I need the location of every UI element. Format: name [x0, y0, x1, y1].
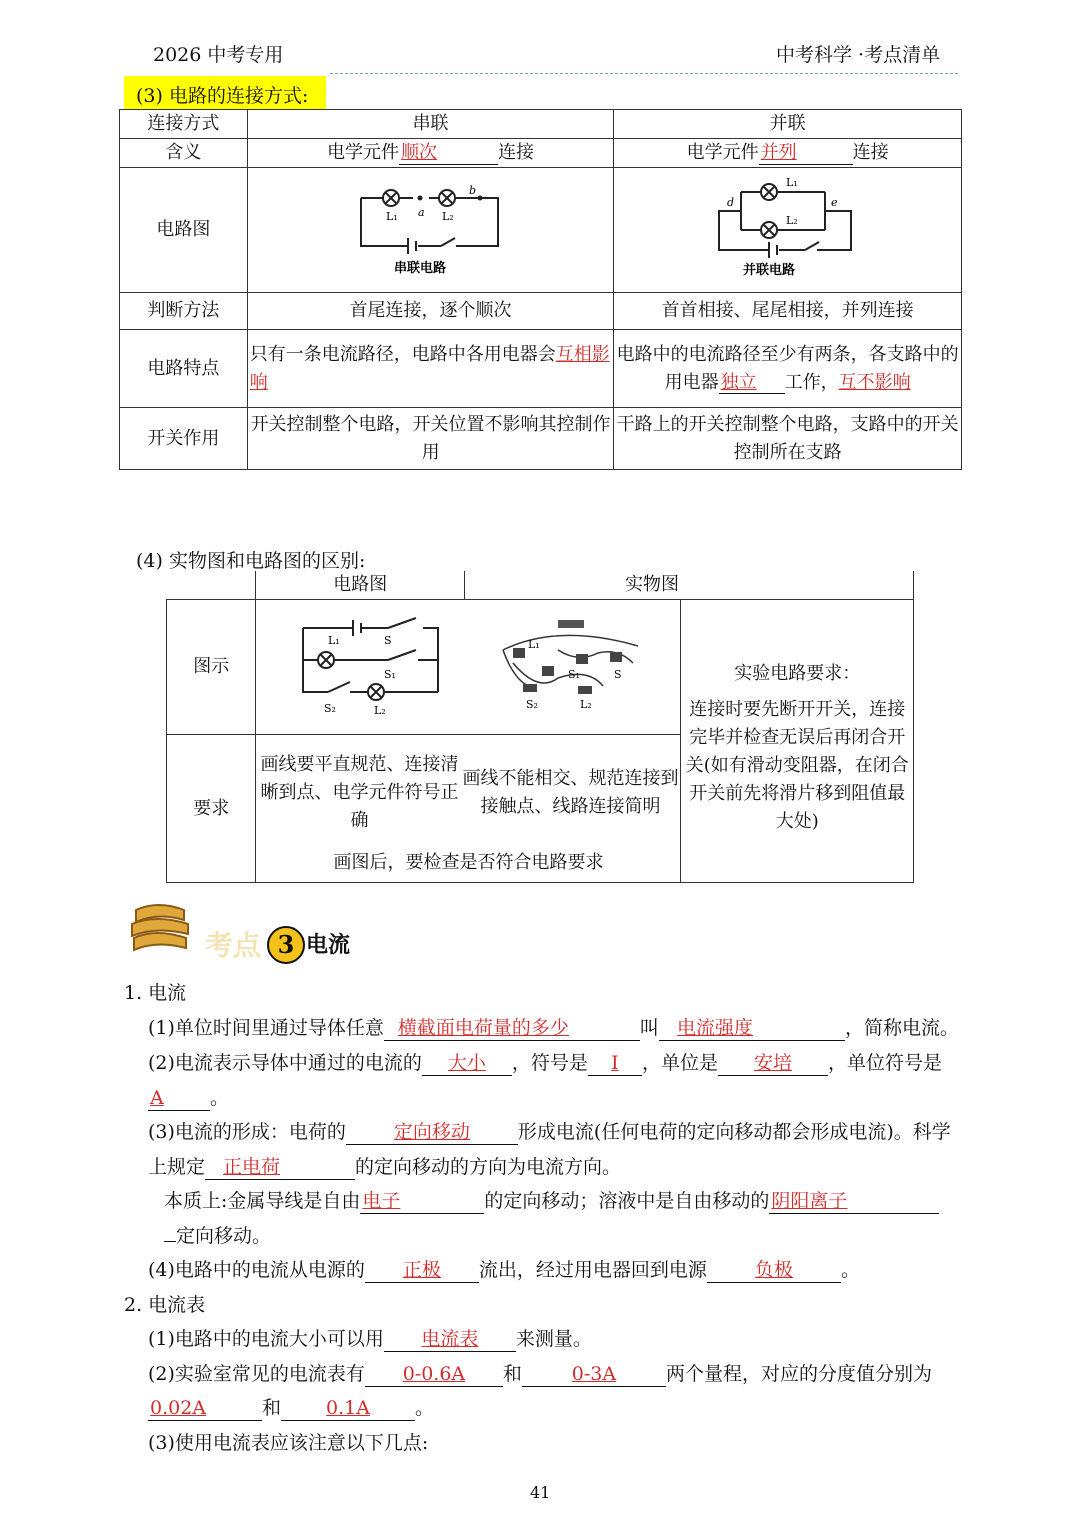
- series-judge: 首尾连接，逐个顺次: [247, 293, 614, 330]
- page-number: 41: [530, 1483, 551, 1502]
- row-label-req: 要求: [167, 735, 256, 883]
- parallel-caption: 并联电路: [742, 262, 795, 278]
- heading-current: 1. 电流: [124, 982, 187, 1004]
- svg-text:a: a: [417, 205, 425, 219]
- line-1: (1)单位时间里通过导体任意 横截面电荷量的多少 叫 电流强度 ，简称电流。: [148, 1017, 959, 1039]
- figure-svg: [258, 608, 678, 718]
- header-right: 中考科学 ·考点清单: [776, 44, 941, 66]
- parallel-circuit-diagram: [614, 168, 962, 293]
- line-4: (4)电路中的电流从电源的 正极 流出，经过用电器回到电源 负极 。: [148, 1259, 860, 1281]
- req-check: 画图后，要检查是否符合电路要求: [333, 852, 604, 873]
- col-header-parallel: 并联: [614, 110, 962, 139]
- series-switch: 开关控制整个电路，开关位置不影响其控制作用: [247, 408, 614, 470]
- parallel-circuit-svg: [713, 174, 863, 278]
- svg-text:L₂: L₂: [785, 213, 798, 227]
- svg-text:L₂: L₂: [441, 209, 454, 223]
- parallel-judge: 首首相接、尾尾相接，并列连接: [614, 293, 962, 330]
- col-header-circuit: 电路图: [256, 571, 464, 600]
- svg-text:L₁: L₁: [785, 175, 798, 189]
- header-divider: [330, 73, 958, 74]
- section-3-title: (3) 电路的连接方式:: [136, 85, 309, 107]
- svg-text:S₂: S₂: [526, 697, 539, 711]
- svg-text:b: b: [468, 183, 476, 197]
- line-3c: 本质上:金属导线是自由 电子 的定向移动；溶液中是自由移动的 阴阳离子: [164, 1186, 939, 1214]
- kaodian-number-badge: 3: [267, 926, 305, 964]
- req-real: 画线不能相交、规范连接到接触点、线路连接简明: [462, 768, 679, 817]
- kaodian-label: 考点: [205, 929, 262, 962]
- svg-text:L₁: L₁: [528, 637, 541, 651]
- svg-text:S: S: [614, 667, 623, 681]
- row-label-switch: 开关作用: [120, 408, 248, 470]
- row-label-diagram: 电路图: [120, 168, 248, 293]
- figure-cell: [256, 600, 681, 735]
- line-3: (3)电流的形成：电荷的 定向移动 形成电流(任何电荷的定向移动都会形成电流)。科学: [148, 1121, 951, 1143]
- svg-text:L₂: L₂: [580, 697, 593, 711]
- experiment-requirements: [681, 600, 914, 883]
- connection-table: [119, 109, 962, 470]
- line-m1: (1)电路中的电流大小可以用 电流表 来测量。: [148, 1328, 592, 1350]
- svg-text:L₁: L₁: [385, 209, 398, 223]
- books-icon: [126, 898, 198, 954]
- row-label-meaning: 含义: [120, 139, 248, 168]
- series-feature: 只有一条电流路径，电路中各用电器会互相影响: [247, 330, 614, 408]
- svg-text:S₂: S₂: [324, 701, 337, 715]
- line-m3: (3)使用电流表应该注意以下几点:: [148, 1432, 429, 1454]
- experiment-body: 连接时要先断开开关，连接完毕并检查无误后再闭合开关(如有滑动变阻器，在闭合开关前先将滑片移到阻值最大处): [685, 699, 909, 832]
- line-3d: 定向移动。: [164, 1221, 271, 1248]
- line-3b: 上规定 正电荷 的定向移动的方向为电流方向。: [148, 1156, 622, 1178]
- svg-text:L₂: L₂: [374, 703, 387, 717]
- row-label-figure: 图示: [167, 600, 256, 735]
- col-header-method: 连接方式: [120, 110, 248, 139]
- header-left: 2026 中考专用: [153, 44, 284, 66]
- svg-text:S: S: [384, 633, 393, 647]
- series-circuit-svg: [356, 176, 506, 276]
- comparison-table: [166, 571, 914, 883]
- svg-text:S₁: S₁: [384, 667, 397, 681]
- series-circuit-diagram: [247, 168, 614, 293]
- parallel-feature: 电路中的电流路径至少有两条，各支路中的用电器 独立 工作，互不影响: [614, 330, 962, 408]
- row-label-judge: 判断方法: [120, 293, 248, 330]
- series-caption: 串联电路: [393, 260, 446, 276]
- series-meaning: 电学元件 顺次 连接: [247, 139, 614, 168]
- svg-text:L₁: L₁: [328, 633, 341, 647]
- col-header-real: 实物图: [464, 571, 913, 600]
- section-4-title: (4) 实物图和电路图的区别:: [136, 550, 366, 572]
- heading-ammeter: 2. 电流表: [124, 1294, 206, 1316]
- line-2b: A 。: [150, 1087, 230, 1109]
- kaodian-title: 电流: [306, 933, 351, 958]
- svg-text:e: e: [830, 195, 838, 209]
- line-2: (2)电流表示导体中通过的电流的 大小 ，符号是 I ，单位是 安培 ，单位符号是: [148, 1052, 942, 1074]
- svg-text:S₁: S₁: [568, 667, 581, 681]
- line-m2b: 0.02A 和 0.1A 。: [150, 1397, 435, 1419]
- parallel-meaning: 电学元件 并列 连接: [614, 139, 962, 168]
- svg-text:d: d: [726, 195, 734, 209]
- row-label-feature: 电路特点: [120, 330, 248, 408]
- col-header-series: 串联: [247, 110, 614, 139]
- experiment-title: 实验电路要求：: [734, 663, 861, 684]
- line-m2: (2)实验室常见的电流表有 0-0.6A 和 0-3A 两个量程，对应的分度值分别为: [148, 1363, 932, 1385]
- req-circuit: 画线要平直规范、连接清晰到点、电学元件符号正确: [260, 754, 459, 831]
- parallel-switch: 干路上的开关控制整个电路，支路中的开关控制所在支路: [614, 408, 962, 470]
